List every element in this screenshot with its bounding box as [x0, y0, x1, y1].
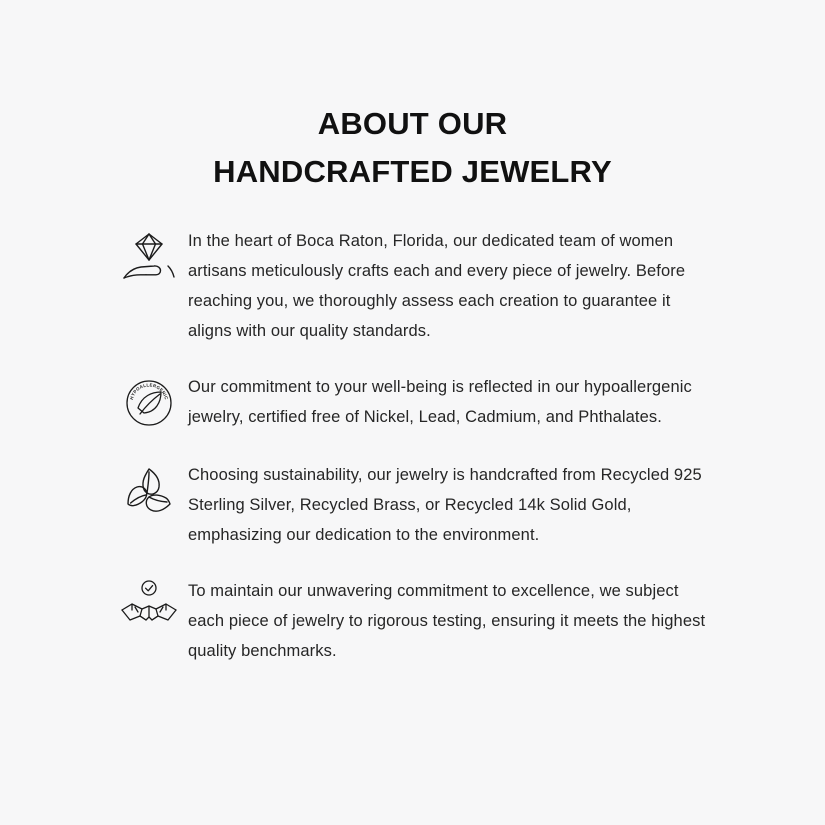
- list-item: [110, 224, 715, 346]
- feature-list: [0, 224, 825, 666]
- list-item: [110, 574, 715, 666]
- page-title-line-1: ABOUT OUR: [317, 106, 508, 141]
- list-item-text: To maintain our unwavering commitment to excellence, we subject each piece of jewelry to rigorous testing, ensuring it meets the highest quality benchmarks.: [188, 582, 706, 660]
- list-item: [110, 370, 715, 434]
- page-title: [0, 0, 825, 196]
- list-item-text: Our commitment to your well-being is reflected in our hypoallergenic jewelry, certified free of Nickel, Lead, Cadmium, and Phthalates.: [188, 378, 692, 426]
- page-title-line-2: HANDCRAFTED JEWELRY: [213, 154, 612, 189]
- list-item: [110, 458, 715, 550]
- handshake-check-icon: [110, 574, 188, 638]
- hypoallergenic-badge-icon: [110, 370, 188, 434]
- list-item-text: In the heart of Boca Raton, Florida, our dedicated team of women artisans meticulously crafts each and every piece of jewelry. Before reaching you, we thoroughly assess each creation to guarantee it aligns with our quality standards.: [188, 232, 686, 340]
- svg-text:HYPOALLERGENIC: HYPOALLERGENIC: [128, 382, 170, 401]
- recycled-leaves-icon: [110, 458, 188, 522]
- list-item-text: Choosing sustainability, our jewelry is handcrafted from Recycled 925 Sterling Silver, Recycled Brass, or Recycled 14k Solid Gold, emphasizing our dedication to the environment.: [188, 466, 702, 544]
- diamond-in-hand-icon: [110, 224, 188, 288]
